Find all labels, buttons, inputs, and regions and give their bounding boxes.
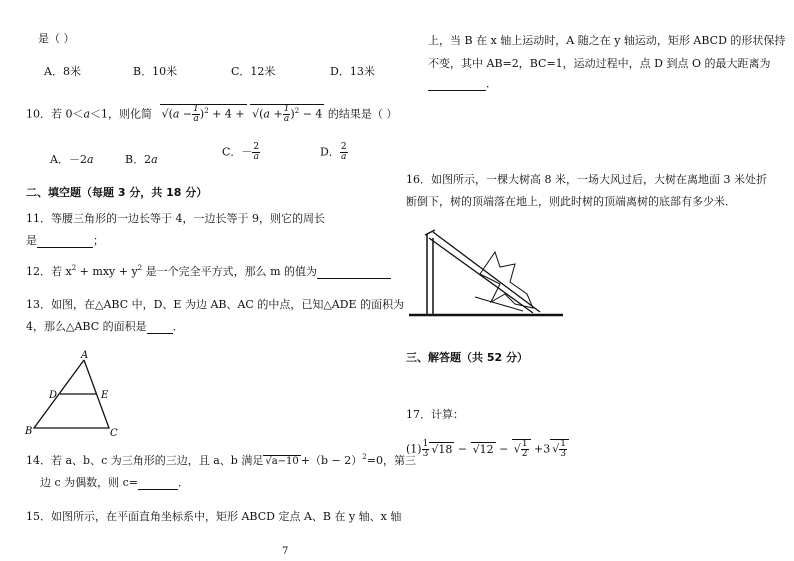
q17-rad2-inner: 12 xyxy=(479,442,494,456)
q13-line2 xyxy=(26,318,184,334)
q9-tail: 是（ ） xyxy=(38,32,75,45)
q17-rad1-inner: 18 xyxy=(438,442,453,456)
q9-option-a: A．8米 xyxy=(44,65,81,78)
q14-rad-inner: a−10 xyxy=(271,456,299,467)
q9-option-b: B．10米 xyxy=(133,65,178,78)
q14-answer-blank[interactable] xyxy=(138,489,178,490)
q15-line1: 15．如图所示，在平面直角坐标系中，矩形 ABCD 定点 A、B 在 y 轴、x 轴 xyxy=(26,510,402,523)
q10-var-a: a xyxy=(83,107,91,121)
q17-frac1-d: 3 xyxy=(422,449,429,459)
q10-suffix: 的结果是（ ） xyxy=(327,107,398,121)
q10-term1-frac xyxy=(192,105,200,124)
q10-option-d-text: D． xyxy=(320,145,340,159)
q17-minus2: − xyxy=(499,442,509,456)
q17-frac3-n: 1 xyxy=(560,439,567,449)
q11-line2-prefix: 是 xyxy=(26,234,37,247)
q16-line2: 断倒下，树的顶端落在地上，则此时树的顶端离树的底部有多少米． xyxy=(406,195,736,208)
q12-part-b: + mxy + y xyxy=(76,265,138,278)
q10-term2-frac xyxy=(283,105,291,124)
q17-frac1 xyxy=(422,440,430,459)
q12-sq1: 2 xyxy=(71,264,77,272)
q10-option-c-frac xyxy=(252,143,260,162)
page-number: 7 xyxy=(282,546,289,557)
label-a: A xyxy=(81,350,89,361)
q10-option-d-d: a xyxy=(341,152,347,162)
section-3-heading: 三、解答题（共 52 分） xyxy=(406,351,528,364)
q12-sq2: 2 xyxy=(137,264,143,272)
q10-minus4: − 4 xyxy=(302,107,323,121)
q14-part-b: +（b − 2） xyxy=(300,454,363,467)
q17-rad2: √12 xyxy=(472,442,494,456)
q10-sq1: 2 xyxy=(204,106,209,115)
q10-term1-inner: a − xyxy=(172,107,193,121)
q10-option-a-var: a xyxy=(86,153,94,166)
q11-line1: 11．等腰三角形的一边长等于 4，一边长等于 9，则它的周长 xyxy=(26,212,325,225)
q10-term1-frac-d: a xyxy=(193,114,199,124)
q10-option-b-var: a xyxy=(151,153,158,166)
q17-frac3-d: 3 xyxy=(560,449,567,459)
q10-option-b xyxy=(125,151,158,167)
q13-answer-blank[interactable] xyxy=(147,333,173,334)
q10-mid: ＜1，则化简 xyxy=(90,107,153,121)
q12-answer-blank[interactable] xyxy=(317,278,391,279)
q10-term2-inner: a + xyxy=(263,107,283,121)
q10-option-c-n: 2 xyxy=(253,142,260,152)
q10-sq2: 2 xyxy=(294,106,300,115)
q17-minus1: − xyxy=(457,442,468,456)
q17-frac2 xyxy=(521,440,529,459)
q10-option-d xyxy=(320,143,348,162)
q10-option-c-d: a xyxy=(253,152,259,162)
label-b: B xyxy=(25,426,33,437)
q14-line2 xyxy=(40,474,189,490)
q15-line4 xyxy=(428,75,497,91)
q17-frac1-n: 1 xyxy=(422,439,429,449)
q10-prefix: 10．若 0＜ xyxy=(26,107,84,121)
label-d: D xyxy=(49,390,58,401)
q13-line1: 13．如图，在△ABC 中，D、E 为边 AB、AC 的中点，已知△ADE 的面积为 xyxy=(26,298,405,311)
q10-radical-1: √(a − $\frac{1}{a}$ )$^2$ + 4 + xyxy=(161,104,245,124)
q17-expression xyxy=(406,439,569,459)
q9-option-c: C．12米 xyxy=(231,65,276,78)
q14-line1 xyxy=(26,452,416,468)
q17-frac2-d: 2 xyxy=(521,449,528,459)
q11-line2-suffix: ； xyxy=(93,234,104,247)
triangle-figure xyxy=(24,348,134,440)
q10-option-a xyxy=(50,151,94,167)
q10-option-c xyxy=(222,143,260,162)
q17-heading: 17．计算： xyxy=(406,408,464,421)
q12-part-c: 是一个完全平方式，那么 m 的值为 xyxy=(142,265,318,278)
q14-part-c: =0，第三 xyxy=(366,454,416,467)
q17-rad3: √ $\frac{1}{2}$ xyxy=(512,439,531,459)
q12 xyxy=(26,263,391,279)
q10-term1-frac-n: 1 xyxy=(193,104,199,114)
label-c: C xyxy=(110,428,118,439)
q15-line3: 不变，其中 AB=2，BC=1，运动过程中，点 D 到点 O 的最大距离为 xyxy=(428,57,771,70)
q15-line2: 上，当 B 在 x 轴上运动时，A 随之在 y 轴运动，矩形 ABCD 的形状保持 xyxy=(428,34,786,47)
q10-plus4: + 4 + xyxy=(212,107,245,121)
q10-term2-frac-d: a xyxy=(283,114,290,124)
q15-line4-suffix: ． xyxy=(486,77,497,90)
q17-frac2-n: 1 xyxy=(521,439,528,449)
q15-answer-blank[interactable] xyxy=(428,90,486,91)
q17-frac3 xyxy=(559,440,567,459)
q10-term2-frac-n: 1 xyxy=(283,104,290,114)
q16-line1: 16．如图所示，一棵大树高 8 米，一场大风过后，大树在离地面 3 米处折 xyxy=(406,173,767,186)
q9-option-d: D．13米 xyxy=(330,65,375,78)
q13-line2-prefix: 4，那么△ABC 的面积是 xyxy=(26,320,147,333)
q17-part-label: (1) xyxy=(406,442,422,456)
q10-option-b-text: B．2 xyxy=(125,153,152,166)
broken-tree-figure xyxy=(405,222,570,322)
q10-option-a-text: A．－2 xyxy=(50,153,87,166)
label-e: E xyxy=(101,390,109,401)
q17-plus3: +3 xyxy=(534,442,551,456)
q14-part-a: 14．若 a、b、c 为三角形的三边，且 a、b 满足 xyxy=(26,454,264,467)
section-2-heading: 二、填空题（每题 3 分，共 18 分） xyxy=(26,186,208,199)
q14-line2-suffix: ． xyxy=(178,476,190,489)
q14-radical: √a−10 xyxy=(265,456,299,467)
q11-answer-blank[interactable] xyxy=(37,247,93,248)
q10-option-d-n: 2 xyxy=(340,142,347,152)
q12-part-a: 12．若 x xyxy=(26,265,72,278)
q14-sq: 2 xyxy=(362,453,367,461)
q10-question xyxy=(26,104,397,124)
q10-option-d-frac xyxy=(340,143,348,162)
q17-rad1: √18 xyxy=(431,442,453,456)
q11-line2 xyxy=(26,232,104,248)
fallen-trunk-bottom xyxy=(429,238,533,313)
q14-line2-prefix: 边 c 为偶数，则 c= xyxy=(40,476,139,489)
q10-option-c-text: C．－ xyxy=(222,145,253,159)
q10-radical-2: √(a + $\frac{1}{a}$ )$^2$ − 4 xyxy=(252,104,323,124)
q13-line2-suffix: ． xyxy=(172,320,184,333)
q17-rad4: √ $\frac{1}{3}$ xyxy=(550,439,569,459)
